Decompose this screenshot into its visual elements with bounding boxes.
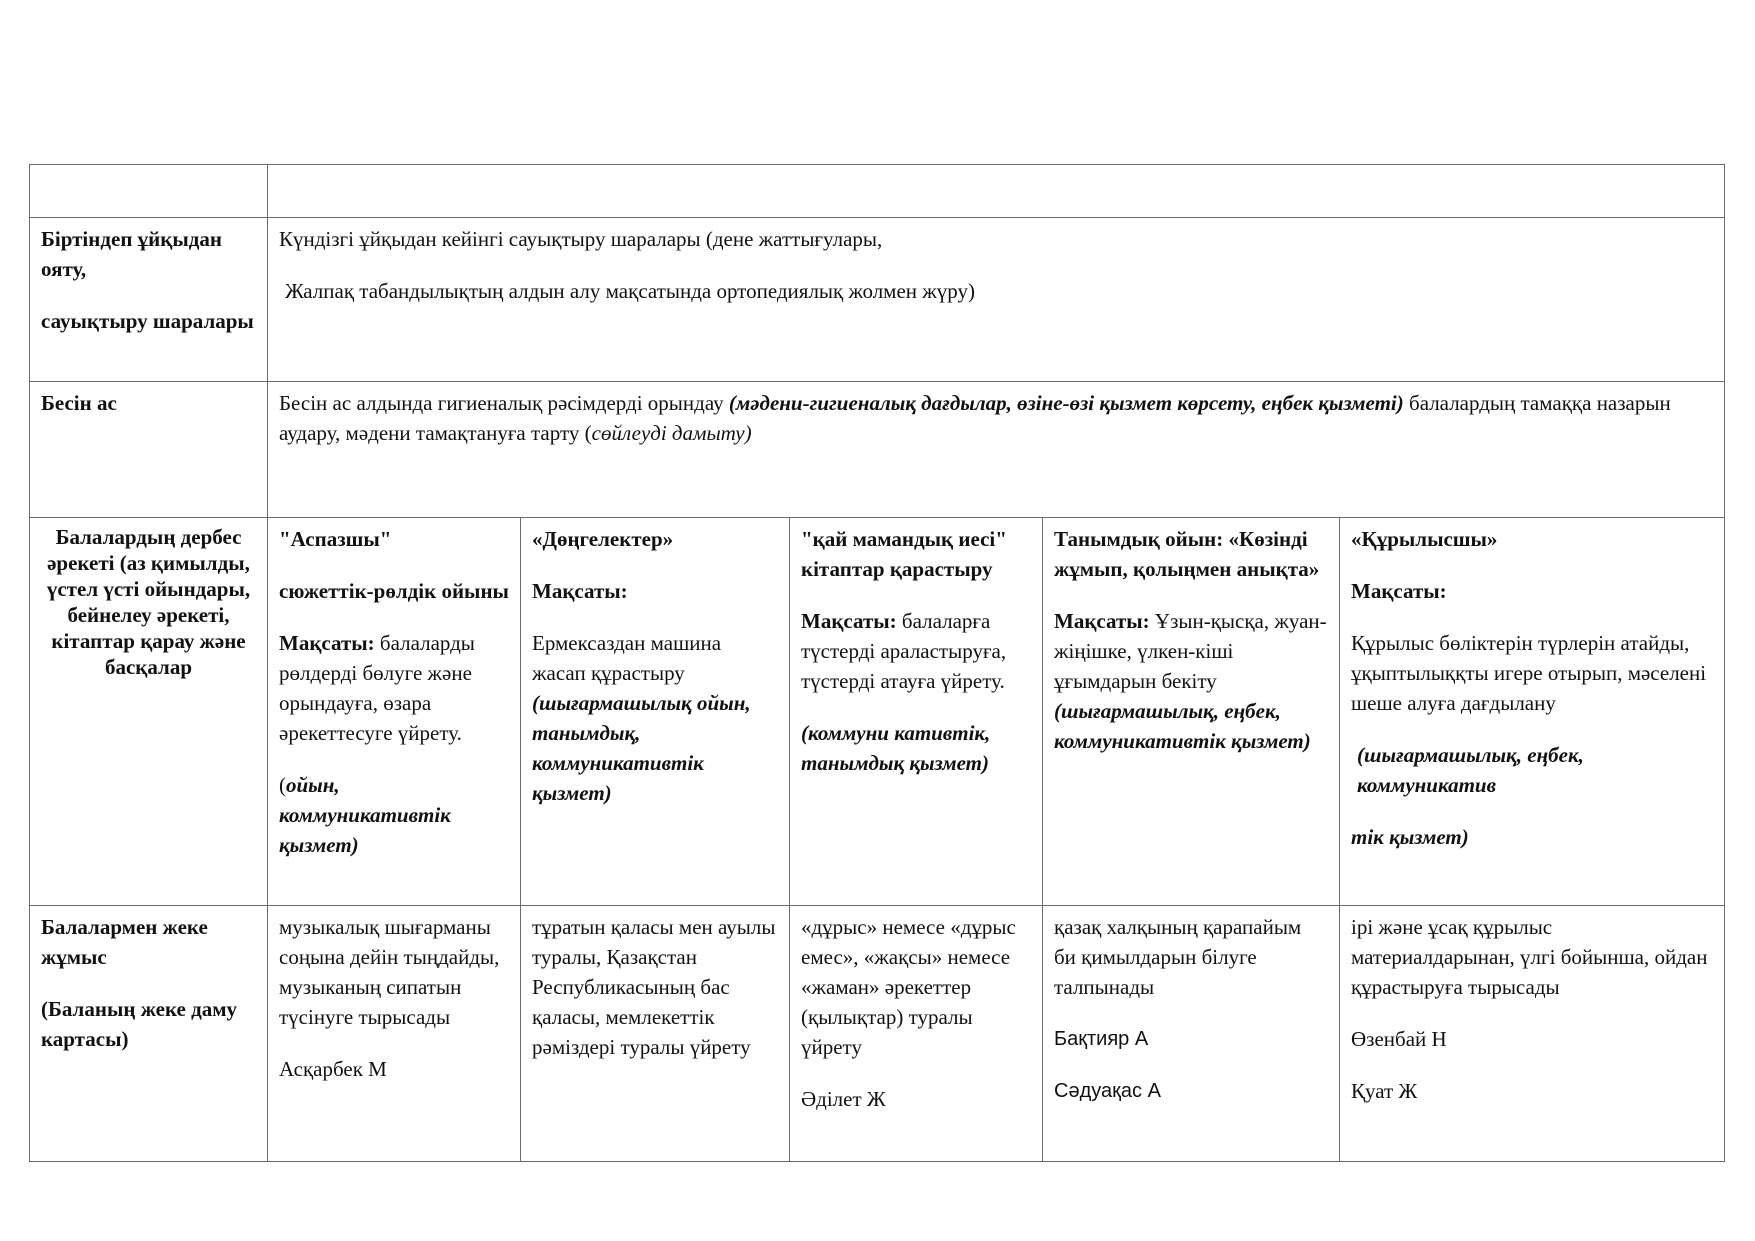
activity-2-tag: (шығармашылық ойын, танымдық, коммуникативтік қызмет) <box>532 691 751 805</box>
activity-2-goal-text: Ермексаздан машина жасап құрастыру <box>532 631 722 685</box>
individual-3-name-1: Әділет Ж <box>801 1087 886 1111</box>
activity-cell-5 <box>1340 518 1725 906</box>
individual-label-line1: Балалармен жеке жұмыс <box>41 915 208 969</box>
individual-5-text: ірі және ұсақ құрылыс материалдарынан, үлгі бойынша, ойдан құрастыруға тырысады <box>1351 915 1708 999</box>
individual-5-name-1: Өзенбай Н <box>1351 1027 1447 1051</box>
activity-4-goal: Мақсаты: Ұзын-қысқа, жуан-жіңішке, үлкен-кіші ұғымдарын бекіту (шығармашылық, еңбек, коммуникативтік қызмет) <box>1054 609 1327 753</box>
wake-up-content <box>268 218 1725 382</box>
individual-4-name-2: Сәдуақас А <box>1054 1080 1161 1102</box>
empty-content-cell <box>268 165 1725 218</box>
individual-5-name-2: Қуат Ж <box>1351 1079 1418 1103</box>
wake-text-line2: Жалпақ табандылықтың алдын алу мақсатында ортопедиялық жолмен жүру) <box>285 279 975 303</box>
activity-3-title: "қай мамандық иесі" кітаптар қарастыру <box>801 527 1007 581</box>
activity-2-title: «Дөңгелектер» <box>532 527 674 551</box>
table-row-individual-work <box>30 906 1725 1162</box>
wake-label-line1: Біртіндеп ұйқыдан ояту, <box>41 227 222 281</box>
table-row-empty <box>30 165 1725 218</box>
activity-4-title: Танымдық ойын: «Көзінді жұмып, қолыңмен анықта» <box>1054 527 1320 581</box>
individual-4-name-1: Бақтияр А <box>1054 1028 1149 1050</box>
activity-5-tag-line2: тік қызмет) <box>1351 825 1469 849</box>
activity-1-title: "Аспазшы" <box>279 527 392 551</box>
individual-4-text: қазақ халқының қарапайым би қимылдарын білуге талпынады <box>1054 915 1302 999</box>
individual-cell-5 <box>1340 906 1725 1162</box>
activity-label: Балалардың дербес әрекеті (аз қимылды, үстел үсті ойындары, бейнелеу әрекеті, кітаптар қарау және басқалар <box>46 525 251 679</box>
row-label-individual <box>30 906 268 1162</box>
snack-content <box>268 382 1725 518</box>
activity-3-tag: (коммуни кативтік, танымдық қызмет) <box>801 721 991 775</box>
table-row-snack <box>30 382 1725 518</box>
wake-text-line1: Күндізгі ұйқыдан кейінгі сауықтыру шаралары (дене жаттығулары, <box>279 227 883 251</box>
daily-plan-table <box>29 164 1725 1162</box>
activity-1-goal: Мақсаты: балаларды рөлдерді бөлуге және орындауға, өзара әрекеттесуге үйрету. <box>279 631 475 745</box>
activity-2-goal-label: Мақсаты: <box>532 579 628 603</box>
individual-cell-1 <box>268 906 521 1162</box>
snack-label: Бесін ас <box>41 391 117 415</box>
individual-cell-2 <box>521 906 790 1162</box>
activity-1-subtitle: сюжеттік-рөлдік ойыны <box>279 579 509 603</box>
activity-1-tag: (ойын, коммуникативтік қызмет) <box>279 773 451 857</box>
activity-5-goal-text: Құрылыс бөліктерін түрлерін атайды, ұқыптылыққты игере отырып, мәселені шеше алуға дағдылану <box>1351 631 1707 715</box>
empty-label-cell <box>30 165 268 218</box>
individual-label-line2: (Баланың жеке даму картасы) <box>41 997 238 1051</box>
row-label-wake-up <box>30 218 268 382</box>
individual-cell-4 <box>1043 906 1340 1162</box>
activity-cell-3 <box>790 518 1043 906</box>
individual-2-text: тұратын қаласы мен ауылы туралы, Қазақстан Республикасының бас қаласы, мемлекеттік рәміздері туралы үйрету <box>532 915 776 1059</box>
snack-text: Бесін ас алдында гигиеналық рәсімдерді орындау (мәдени-гигиеналық дағдылар, өзіне-өзі қызмет көрсету, еңбек қызметі) балалардың тамаққа назарын аудару, мәдени тамақтануға тарту (сөйлеуді дамыту) <box>279 391 1671 445</box>
activity-5-tag-line1: (шығармашылық, еңбек, коммуникатив <box>1357 743 1584 797</box>
individual-cell-3 <box>790 906 1043 1162</box>
activity-5-title: «Құрылысшы» <box>1351 527 1498 551</box>
individual-3-text: «дұрыс» немесе «дұрыс емес», «жақсы» немесе «жаман» әрекеттер (қылықтар) туралы үйрету <box>801 915 1016 1059</box>
row-label-snack <box>30 382 268 518</box>
wake-label-line2: сауықтыру шаралары <box>41 309 254 333</box>
individual-1-name-1: Асқарбек М <box>279 1057 387 1081</box>
activity-cell-4 <box>1043 518 1340 906</box>
table-row-independent-activity <box>30 518 1725 906</box>
activity-cell-1 <box>268 518 521 906</box>
activity-5-goal-label: Мақсаты: <box>1351 579 1447 603</box>
individual-1-text: музыкалық шығарманы соңына дейін тыңдайды, музыканың сипатын түсінуге тырысады <box>279 915 500 1029</box>
table-row-wake-up <box>30 218 1725 382</box>
activity-3-goal: Мақсаты: балаларға түстерді араластыруға, түстерді атауға үйрету. <box>801 609 1007 693</box>
row-label-activity <box>30 518 268 906</box>
activity-cell-2 <box>521 518 790 906</box>
